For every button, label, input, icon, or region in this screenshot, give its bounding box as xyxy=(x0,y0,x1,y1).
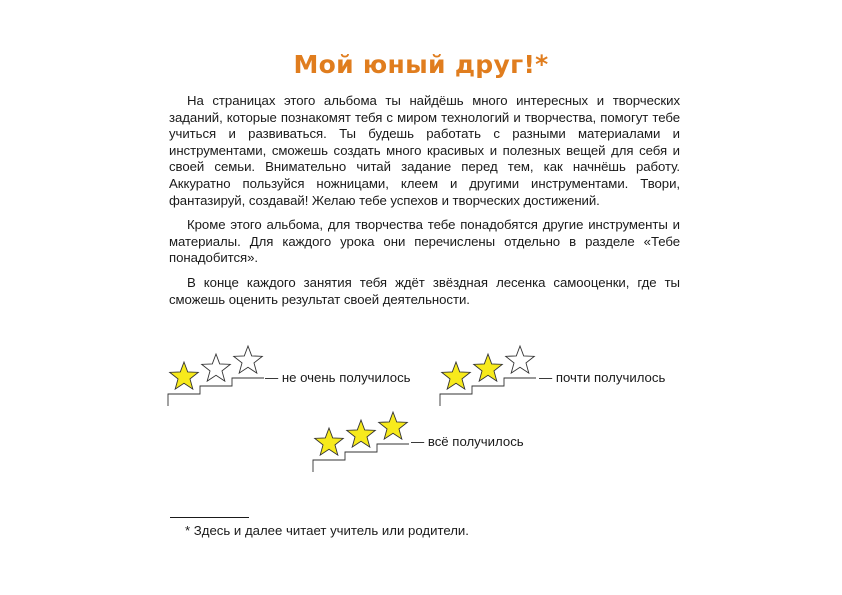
star-icon xyxy=(315,428,344,455)
star-icon xyxy=(379,412,408,439)
legend-label-3: — всё получилось xyxy=(411,434,524,449)
legend-label-1: — не очень получилось xyxy=(265,370,411,385)
intro-text xyxy=(169,93,680,316)
star-icon xyxy=(474,354,503,381)
paragraph-1: На страницах этого альбома ты найдёшь много интересных и творческих заданий, которые познакомят тебя с миром технологий и творчества, помогут тебе учиться и развиваться. Ты будешь работать с разными материалами и инструментами, сможешь создать много красивых и полезных вещей для себя и своей семьи. Внимательно читай задание перед тем, как начнёшь работу. Аккуратно пользуйся ножницами, клеем и другими инструментами. Твори, фантазируй, создавай! Желаю тебе успехов и творческих достижений. xyxy=(169,93,680,208)
paragraph-2: Кроме этого альбома, для творчества тебе понадобятся другие инструменты и материалы. Для каждого урока они перечислены отдельно в разделе «Тебе понадобится». xyxy=(169,217,680,266)
star-ladder-1 xyxy=(168,344,268,408)
star-icon xyxy=(347,420,376,447)
star-icon xyxy=(202,354,231,381)
star-icon xyxy=(506,346,535,373)
star-icon xyxy=(170,362,199,389)
footnote-divider xyxy=(170,517,249,518)
star-icon xyxy=(442,362,471,389)
star-icon xyxy=(234,346,263,373)
footnote: * Здесь и далее читает учитель или родители. xyxy=(185,523,469,538)
paragraph-3: В конце каждого занятия тебя ждёт звёздная лесенка самооценки, где ты сможешь оценить результат своей деятельности. xyxy=(169,274,680,307)
legend-label-2: — почти получилось xyxy=(539,370,666,385)
star-ladder-3 xyxy=(313,410,413,474)
star-ladder-2 xyxy=(440,344,540,408)
page-title: Мой юный друг!* xyxy=(293,50,549,79)
